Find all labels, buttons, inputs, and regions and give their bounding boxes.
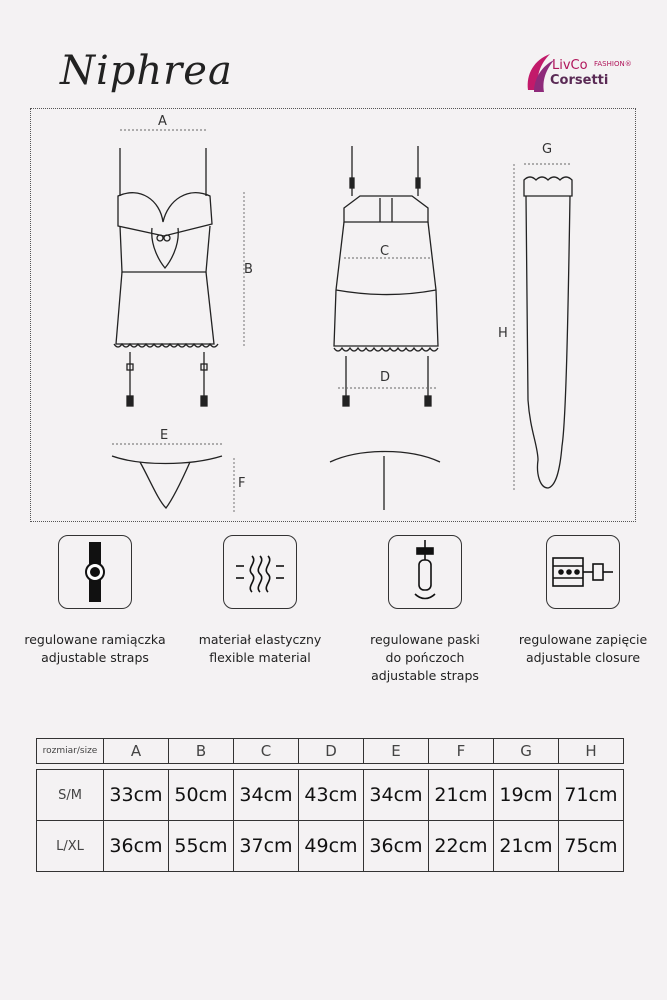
- table-cell: 22cm: [429, 821, 494, 872]
- header-cell: D: [299, 739, 364, 764]
- table-cell: 55cm: [169, 821, 234, 872]
- table-cell: 43cm: [299, 770, 364, 821]
- feature-label-pl: regulowane zapięcie: [518, 632, 648, 647]
- size-table: [36, 738, 624, 872]
- product-title: Niphrea: [60, 48, 233, 94]
- flexible-material-icon: [223, 535, 297, 609]
- dimension-label-h: H: [498, 326, 508, 341]
- header-cell: E: [364, 739, 429, 764]
- dimension-label-e: E: [160, 428, 169, 443]
- dimension-label-c: C: [380, 244, 390, 259]
- feature-adjustable-straps: [15, 535, 175, 667]
- table-cell: 33cm: [104, 770, 169, 821]
- dimension-label-b: B: [244, 262, 253, 277]
- feature-label-pl: regulowane paski: [370, 632, 480, 647]
- feature-adjustable-closure: [503, 535, 663, 667]
- header-cell: A: [104, 739, 169, 764]
- adjustable-closure-icon: [546, 535, 620, 609]
- table-cell: 36cm: [104, 821, 169, 872]
- header-cell: C: [234, 739, 299, 764]
- table-cell: 21cm: [494, 821, 559, 872]
- table-cell: 71cm: [559, 770, 624, 821]
- table-cell: 21cm: [429, 770, 494, 821]
- dimension-label-g: G: [542, 142, 553, 157]
- feature-label-en: flexible material: [209, 650, 311, 665]
- row-size-label: S/M: [37, 770, 104, 821]
- dimension-label-f: F: [238, 476, 246, 491]
- brand-name-bottom: Corsetti: [550, 73, 609, 88]
- feature-label-en: adjustable straps: [371, 668, 479, 683]
- table-cell: 37cm: [234, 821, 299, 872]
- table-cell: 50cm: [169, 770, 234, 821]
- table-cell: 49cm: [299, 821, 364, 872]
- table-row: [37, 770, 624, 821]
- feature-label-pl2: do pończoch: [385, 650, 465, 665]
- stocking-straps-icon: [388, 535, 462, 609]
- table-cell: 75cm: [559, 821, 624, 872]
- feature-flexible-material: [180, 535, 340, 667]
- table-cell: 34cm: [234, 770, 299, 821]
- brand-fashion: FASHION®: [594, 60, 632, 68]
- header-cell: B: [169, 739, 234, 764]
- header-size-cell: rozmiar/size: [37, 739, 104, 764]
- dimension-label-a: A: [158, 114, 167, 129]
- header-cell: G: [494, 739, 559, 764]
- feature-label-pl: materiał elastyczny: [198, 632, 322, 647]
- stocking-drawing: [524, 177, 572, 488]
- dimension-label-d: D: [380, 370, 391, 385]
- table-row: [37, 821, 624, 872]
- header-cell: H: [559, 739, 624, 764]
- feature-stocking-straps: [345, 535, 505, 685]
- table-cell: 19cm: [494, 770, 559, 821]
- feature-label-en: adjustable straps: [41, 650, 149, 665]
- row-size-label: L/XL: [37, 821, 104, 872]
- feature-label-en: adjustable closure: [525, 650, 641, 665]
- feature-label-pl: regulowane ramiączka: [24, 632, 166, 647]
- thong-back-drawing: [330, 452, 440, 511]
- table-cell: 36cm: [364, 821, 429, 872]
- brand-name-top: LivCo: [552, 58, 588, 73]
- table-cell: 34cm: [364, 770, 429, 821]
- back-chemise-drawing: [334, 146, 438, 406]
- thong-front-drawing: [112, 456, 222, 508]
- adjustable-straps-icon: [58, 535, 132, 609]
- front-chemise-drawing: [114, 148, 218, 406]
- header-cell: F: [429, 739, 494, 764]
- size-table-header: [37, 739, 624, 764]
